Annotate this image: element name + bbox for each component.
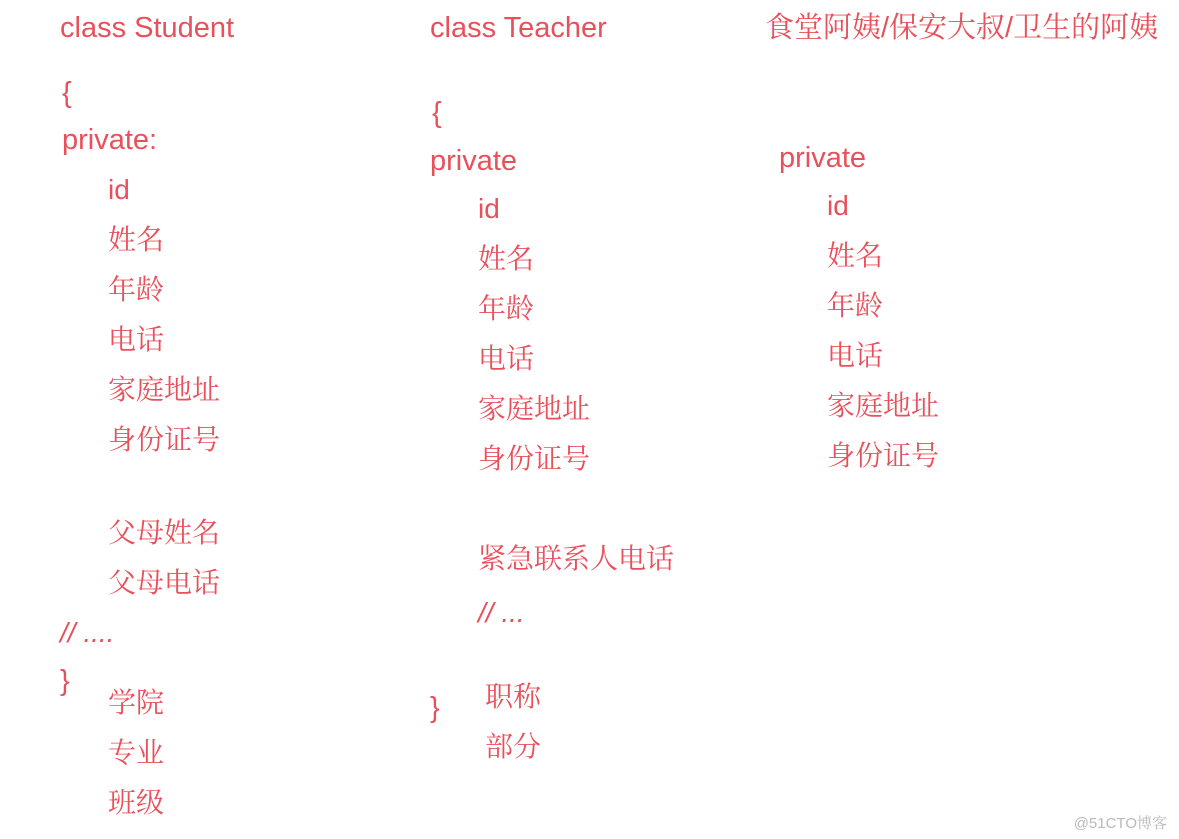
class-student-field-parent-name: 父母姓名	[108, 517, 221, 548]
watermark: @51CTO博客	[1073, 815, 1167, 832]
class-student-field-phone: 电话	[108, 324, 165, 355]
class-teacher-field-phone: 电话	[478, 343, 535, 374]
class-student-field-college: 学院	[108, 687, 165, 718]
class-teacher-title: class Teacher	[430, 12, 607, 44]
class-staff-field-id-card: 身份证号	[827, 440, 940, 471]
class-student-field-parent-phone: 父母电话	[108, 567, 221, 598]
class-teacher-field-name: 姓名	[478, 243, 535, 274]
class-student-field-major: 专业	[108, 737, 165, 768]
class-staff-access-specifier: private	[779, 142, 867, 174]
class-staff-field-name: 姓名	[827, 240, 884, 271]
class-student-title: class Student	[60, 12, 235, 44]
class-staff-field-home-address: 家庭地址	[827, 390, 940, 421]
class-teacher-field-age: 年龄	[478, 293, 535, 324]
class-student-field-age: 年龄	[108, 274, 165, 305]
class-teacher-field-emergency-contact-phone: 紧急联系人电话	[478, 543, 675, 574]
class-teacher-comment: // ...	[478, 597, 525, 628]
class-teacher-close-brace: }	[430, 692, 440, 724]
class-staff-field-id: id	[827, 190, 849, 221]
class-teacher-field-department: 部分	[485, 731, 542, 762]
class-teacher-field-id-card: 身份证号	[478, 443, 591, 474]
class-student-access-specifier: private:	[62, 124, 158, 156]
class-student-field-class: 班级	[108, 787, 165, 818]
class-student-field-name: 姓名	[108, 224, 165, 255]
class-student-close-brace: }	[60, 665, 70, 697]
class-student-field-id-card: 身份证号	[108, 424, 221, 455]
class-staff-title: 食堂阿姨/保安大叔/卫生的阿姨	[765, 12, 1159, 44]
class-teacher-field-title-rank: 职称	[485, 681, 542, 712]
class-student-field-home-address: 家庭地址	[108, 374, 221, 405]
class-staff-field-age: 年龄	[827, 290, 884, 321]
class-staff-field-phone: 电话	[827, 340, 884, 371]
class-student-open-brace: {	[62, 77, 72, 109]
class-student-comment: // ....	[60, 617, 115, 648]
class-teacher-access-specifier: private	[430, 145, 518, 177]
class-teacher-field-home-address: 家庭地址	[478, 393, 591, 424]
class-student-field-id: id	[108, 174, 130, 205]
class-teacher-open-brace: {	[432, 97, 442, 129]
class-teacher-field-id: id	[478, 193, 500, 224]
